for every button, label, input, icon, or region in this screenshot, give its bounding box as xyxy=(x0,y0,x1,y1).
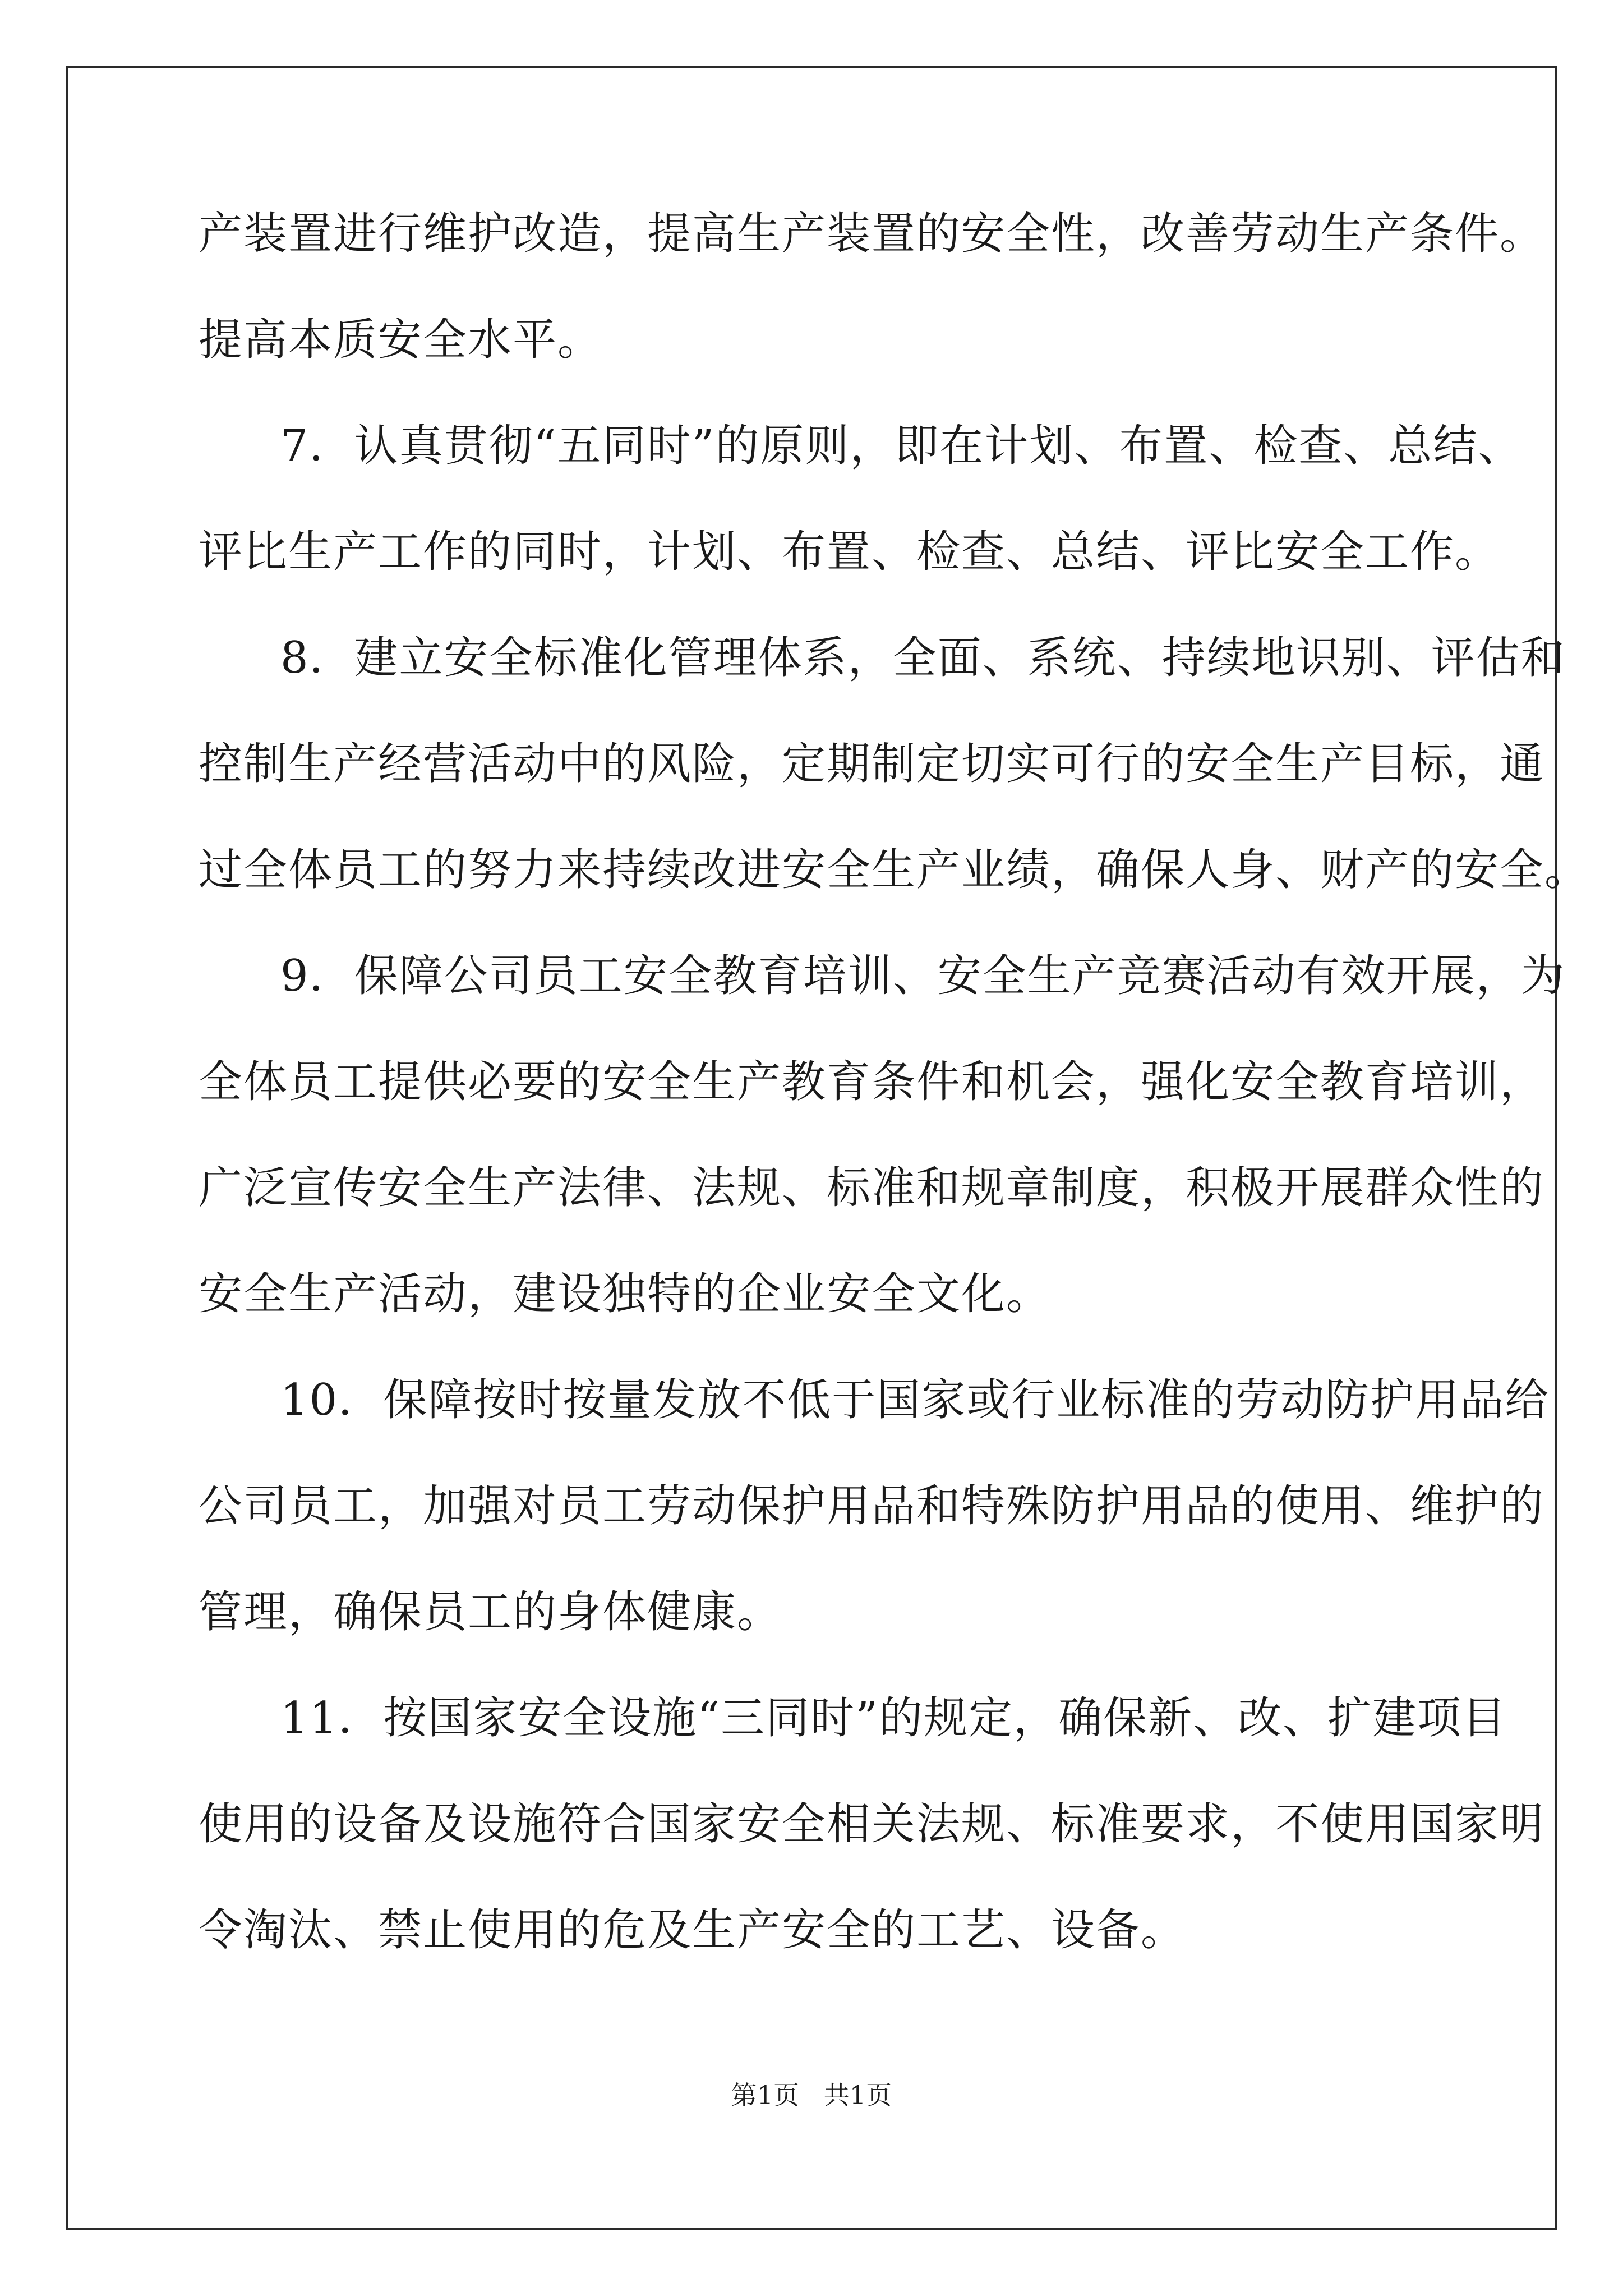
text-line: 管理，确保员工的身体健康。 xyxy=(199,1587,782,1637)
text-line: 全体员工提供必要的安全生产教育条件和机会，强化安全教育培训， xyxy=(199,1057,1545,1107)
text-line: 7．认真贯彻“五同时”的原则，即在计划、布置、检查、总结、 xyxy=(280,421,1523,471)
text-line: 广泛宣传安全生产法律、法规、标准和规章制度，积极开展群众性的 xyxy=(199,1163,1545,1213)
page-number-footer: 第1页 共1页 xyxy=(731,2080,892,2110)
document-body xyxy=(199,208,1590,2010)
text-line: 评比生产工作的同时，计划、布置、检查、总结、评比安全工作。 xyxy=(199,527,1500,577)
text-line: 产装置进行维护改造，提高生产装置的安全性，改善劳动生产条件。 xyxy=(199,209,1545,259)
text-line: 公司员工，加强对员工劳动保护用品和特殊防护用品的使用、维护的 xyxy=(199,1481,1545,1531)
text-line: 使用的设备及设施符合国家安全相关法规、标准要求，不使用国家明 xyxy=(199,1799,1545,1849)
text-line: 8．建立安全标准化管理体系，全面、系统、持续地识别、评估和 xyxy=(280,633,1566,683)
text-line: 控制生产经营活动中的风险，定期制定切实可行的安全生产目标，通 xyxy=(199,739,1545,789)
text-line: 安全生产活动，建设独特的企业安全文化。 xyxy=(199,1269,1052,1319)
text-line: 过全体员工的努力来持续改进安全生产业绩，确保人身、财产的安全。 xyxy=(199,845,1590,895)
text-line: 令淘汰、禁止使用的危及生产安全的工艺、设备。 xyxy=(199,1905,1186,1955)
text-line: 10．保障按时按量发放不低于国家或行业标准的劳动防护用品给 xyxy=(280,1375,1550,1425)
text-line: 提高本质安全水平。 xyxy=(199,315,603,365)
text-line: 11．按国家安全设施“三同时”的规定，确保新、改、扩建项目 xyxy=(280,1693,1507,1743)
text-line: 9．保障公司员工安全教育培训、安全生产竞赛活动有效开展，为 xyxy=(280,951,1566,1001)
